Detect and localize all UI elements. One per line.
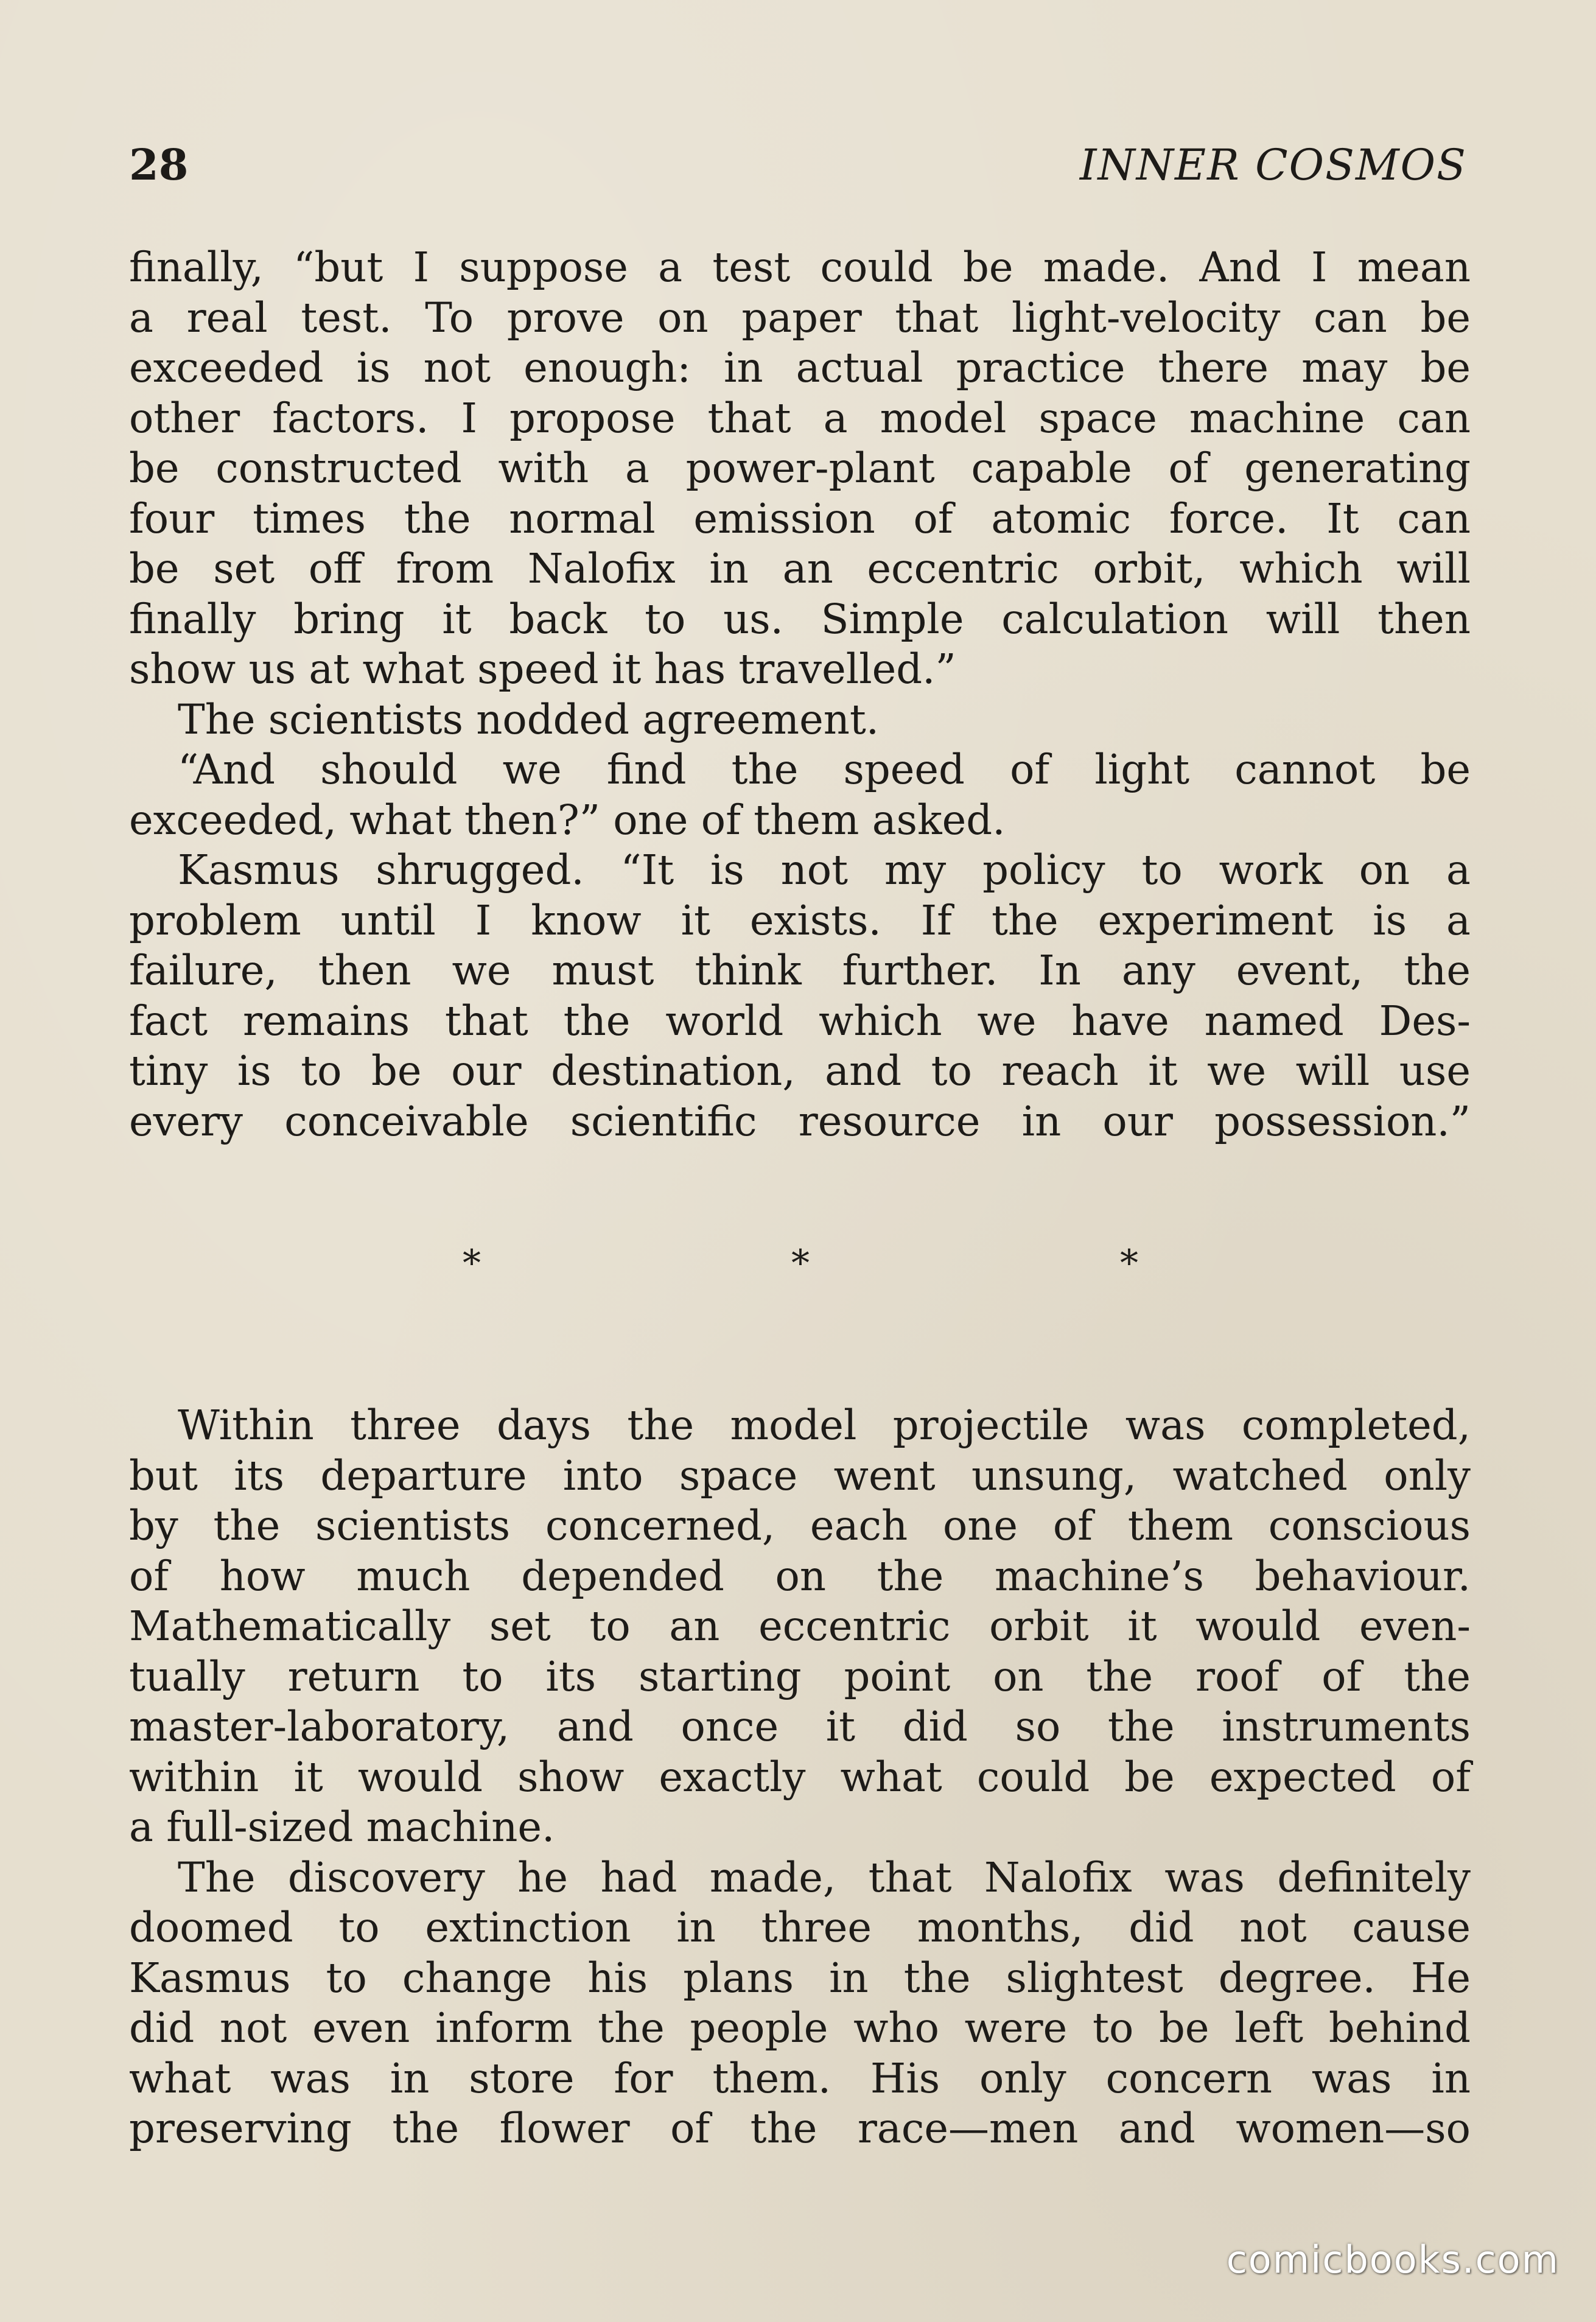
text-line: Mathematically set to an eccentric orbit it would even- [129,1602,1471,1650]
text-line: tiny is to be our destination, and to reach it we will use [129,1047,1471,1095]
paragraph [129,695,1471,745]
text-line: be set off from Nalofix in an eccentric orbit, which will [129,545,1471,592]
asterisk: * [791,1242,810,1285]
text-line: a full-sized machine. [129,1803,555,1851]
text-line: every conceivable scientific resource in our possession.” [129,1097,1471,1145]
asterisk: * [463,1242,481,1285]
asterisk: * [1120,1242,1138,1285]
paragraph [129,242,1471,695]
text-line: finally bring it back to us. Simple calculation will then [129,595,1471,643]
text-line: what was in store for them. His only concern was in [129,2054,1471,2102]
text-line: Within three days the model projectile was completed, [178,1401,1471,1449]
running-head: INNER COSMOS [1079,140,1467,190]
section-break [0,1242,1596,1291]
paragraph [129,845,1471,1146]
text-line: but its departure into space went unsung, watched only [129,1451,1471,1499]
text-line: Kasmus shrugged. “It is not my policy to work on a [178,846,1471,894]
text-line: “And should we find the speed of light cannot be [178,746,1471,793]
text-line: failure, then we must think further. In any event, the [129,947,1471,994]
text-line: master-laboratory, and once it did so the instruments [129,1703,1471,1750]
text-line: did not even inform the people who were to be left behind [129,2004,1471,2052]
text-line: a real test. To prove on paper that light-velocity can be [129,293,1471,342]
text-line: preserving the flower of the race—men and women—so [129,2105,1471,2152]
paragraph [129,745,1471,845]
paragraph [129,1853,1471,2154]
text-line: four times the normal emission of atomic force. It can [129,494,1471,542]
text-line: Kasmus to change his plans in the slightest degree. He [129,1954,1471,2002]
page-header [129,138,1467,192]
watermark: comicbooks.com [1226,2237,1559,2282]
text-line: other factors. I propose that a model space machine can [129,394,1471,442]
text-line: of how much depended on the machine’s behaviour. [129,1552,1471,1600]
text-line: be constructed with a power-plant capable of generating [129,444,1471,492]
text-line: within it would show exactly what could be expected of [129,1753,1471,1801]
text-line: exceeded is not enough: in actual practice there may be [129,344,1471,391]
text-line: The discovery he had made, that Nalofix was definitely [178,1853,1471,1901]
text-line: The scientists nodded agreement. [178,695,880,743]
text-line: exceeded, what then?” one of them asked. [129,796,1006,844]
text-line: show us at what speed it has travelled.” [129,645,956,693]
text-line: tually return to its starting point on the roof of the [129,1652,1471,1700]
text-line: problem until I know it exists. If the experiment is a [129,896,1471,944]
paragraph [129,1400,1471,1853]
text-block-top [129,242,1471,1146]
page-number: 28 [129,139,189,190]
text-line: by the scientists concerned, each one of them conscious [129,1502,1471,1549]
text-block-bottom [129,1400,1471,2154]
text-line: fact remains that the world which we have named Des- [129,997,1471,1045]
text-line: finally, “but I suppose a test could be made. And I mean [129,244,1471,291]
text-line: doomed to extinction in three months, did not cause [129,1904,1471,1951]
